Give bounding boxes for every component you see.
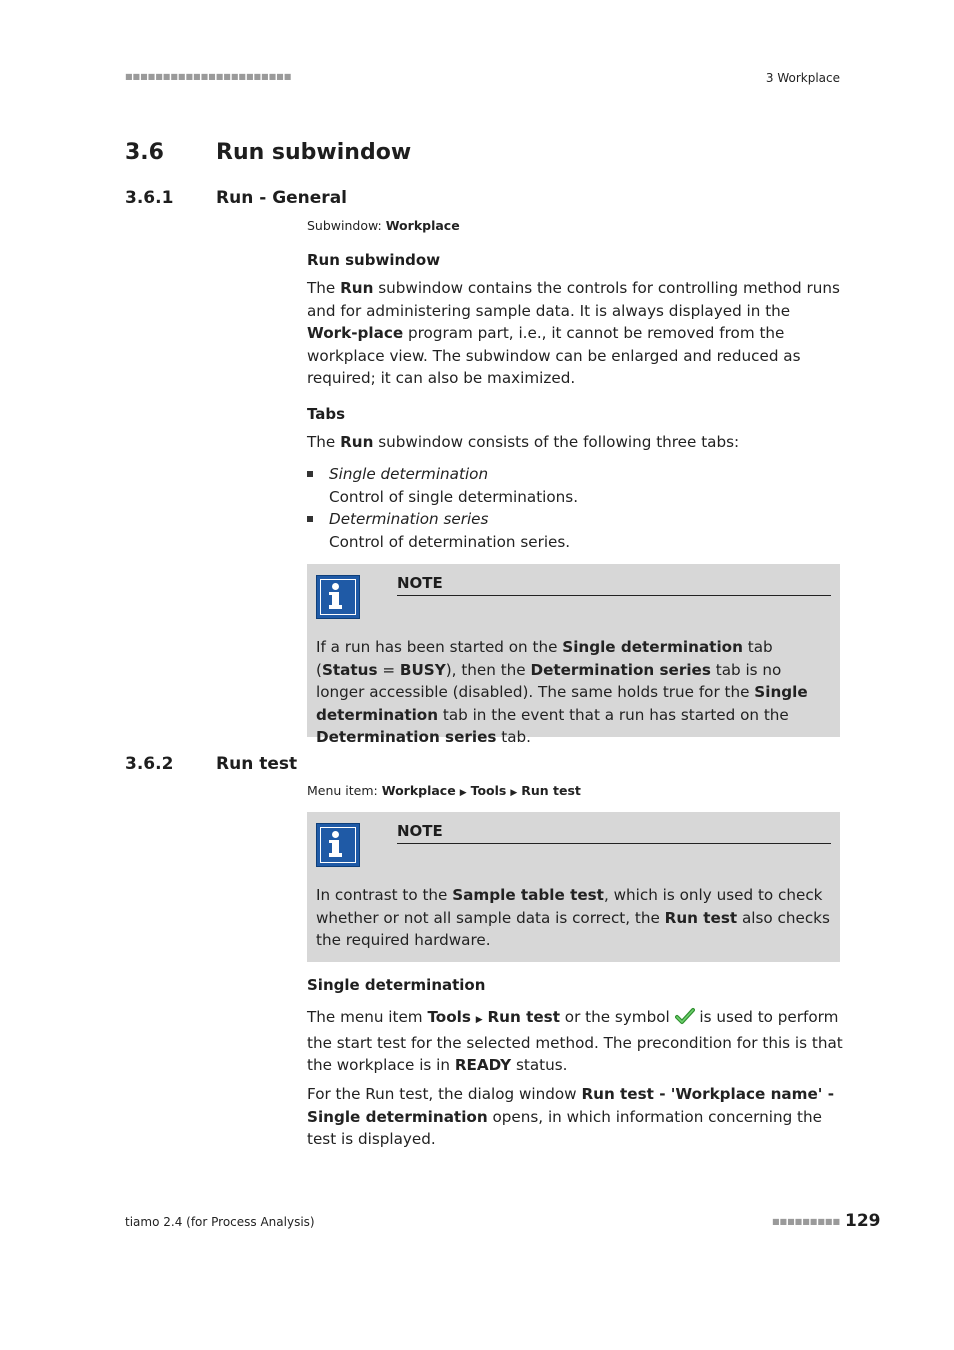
bullet-desc: Control of determination series. [329, 533, 571, 551]
bullet-square-icon [307, 516, 313, 522]
subsection-number: 3.6.2 [125, 754, 174, 774]
note-text: If a run has been started on the Single determination tab (Status = BUSY), then the Determination series tab is no longer accessible (disabled). The same holds true for the Single determination tab in the event that a run has started on the Determination series tab. [316, 638, 808, 746]
list-item [307, 463, 843, 509]
note-title: NOTE [397, 574, 831, 596]
info-icon [316, 575, 360, 619]
list-item [307, 508, 843, 554]
subsection-title: Run test [216, 754, 298, 774]
subsection-heading-run-test [125, 754, 297, 774]
note-box [307, 564, 840, 746]
section-title: Run subwindow [216, 140, 412, 165]
run-test-paragraph: The menu item Tools ▶ Run test or the symbol is used to perform the start test for the selected method. The precondition for this is that the workplace is in READY status. [307, 1008, 843, 1074]
subwindow-label: Subwindow: [307, 218, 386, 233]
arrow-right-icon: ▶ [510, 788, 518, 798]
note-title: NOTE [397, 822, 831, 844]
bullet-square-icon [307, 471, 313, 477]
tabs-heading: Tabs [307, 405, 346, 423]
checkmark-icon [675, 1007, 695, 1025]
note-box [307, 812, 840, 962]
subwindow-value: Workplace [385, 218, 460, 233]
run-subwindow-paragraph: The Run subwindow contains the controls for controlling method runs and for administering sample data. It is always displayed in the Work-place program part, i.e., it cannot be removed from the workplace view. The subwindow can be enlarged and reduced as required; it can also be maximized. [307, 279, 840, 387]
info-icon [316, 823, 360, 867]
arrow-right-icon: ▶ [475, 1015, 483, 1025]
bullet-title: Single determination [329, 465, 489, 483]
page-number: 129 [845, 1211, 881, 1231]
menu-path: Menu item: Workplace ▶ Tools ▶ Run test [307, 783, 581, 798]
bullet-desc: Control of single determinations. [329, 488, 579, 506]
footer-decoration: ■■■■■■■■■ [772, 1217, 841, 1226]
bullet-title: Determination series [329, 510, 489, 528]
header-chapter: 3 Workplace [765, 71, 840, 85]
subsection-number: 3.6.1 [125, 188, 174, 208]
arrow-right-icon: ▶ [459, 788, 467, 798]
header-decoration: ■■■■■■■■■■■■■■■■■■■■■■ [125, 72, 292, 81]
tabs-paragraph: The Run subwindow consists of the following three tabs: [307, 433, 740, 451]
section-number: 3.6 [125, 140, 164, 165]
subsection-heading-general [125, 188, 347, 208]
section-heading [125, 140, 411, 165]
subwindow-info [307, 218, 460, 233]
subsection-title: Run - General [216, 188, 347, 208]
dialog-paragraph: For the Run test, the dialog window Run test - 'Workplace name' - Single determination opens, in which information concerning the test is displayed. [307, 1085, 835, 1148]
run-subwindow-heading: Run subwindow [307, 251, 441, 269]
footer-product: tiamo 2.4 (for Process Analysis) [125, 1215, 315, 1229]
note-text: In contrast to the Sample table test, which is only used to check whether or not all sample data is correct, the Run test also checks the required hardware. [316, 886, 830, 949]
single-determination-heading: Single determination [307, 976, 486, 994]
